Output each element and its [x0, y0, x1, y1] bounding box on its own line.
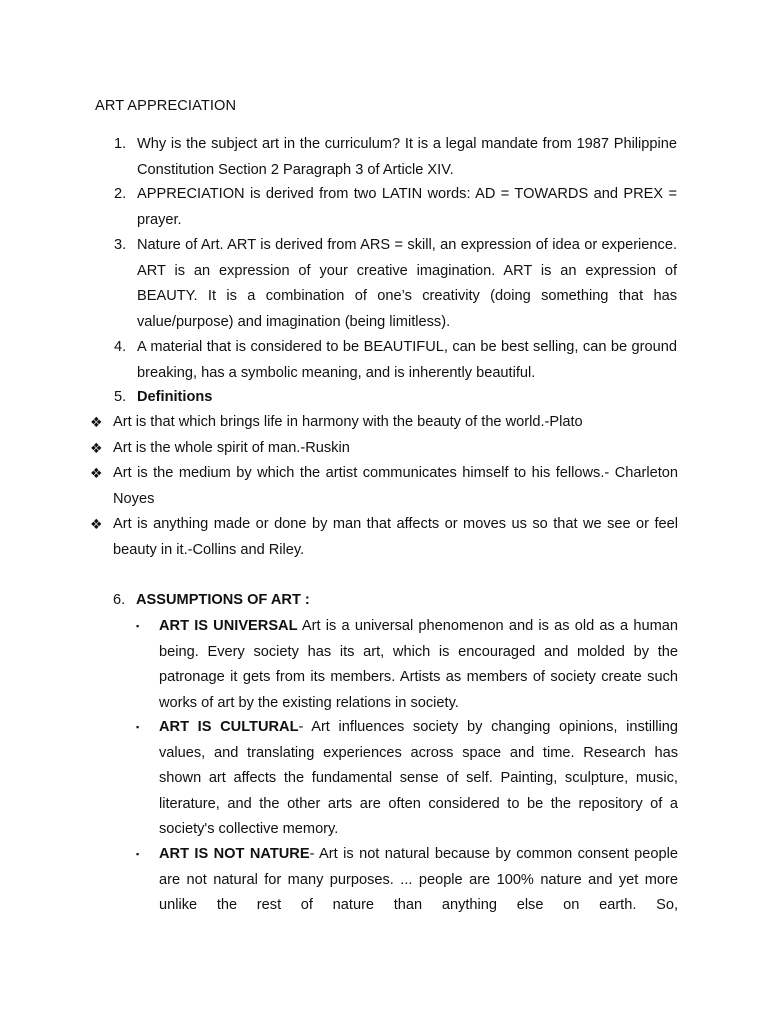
diamond-bullet-icon: ❖ — [90, 516, 103, 532]
assumption-heading: ART IS CULTURAL — [159, 719, 299, 735]
assumption-body: - Art influences society by changing opinions, instilling values, and translating experiences across space and time. Research has shown art affects the fundamental sense of self. Painting, sculpture, music, literature, and the other arts are often considered to be the repository of a society's collective memory. — [159, 719, 678, 837]
assumption-heading: ART IS UNIVERSAL — [159, 618, 298, 634]
square-bullet-icon: ▪ — [136, 621, 140, 631]
assumption-body: - Art is not natural because by common consent people are not natural for many purposes. ... people are 100% nature and yet more unlike the rest of nature than anything else on earth. So, — [159, 846, 678, 913]
assumption-text — [159, 715, 678, 843]
assumption-text — [159, 614, 678, 716]
assumption-text — [159, 842, 678, 919]
document-title: ART APPRECIATION — [95, 98, 237, 114]
definition-text: Art is that which brings life in harmony with the beauty of the world.-Plato — [113, 414, 583, 430]
section-heading: ASSUMPTIONS OF ART : — [136, 592, 310, 608]
assumption-heading: ART IS NOT NATURE — [159, 846, 310, 862]
assumption-body: Art is a universal phenomenon and is as old as a human being. Every society has its art, which is encouraged and molded by the patronage it gets from its members. Artists as members of society create such works of art by the existing relations in society. — [159, 618, 678, 711]
definition-text: Art is anything made or done by man that affects or moves us so that we see or feel beauty in it.-Collins and Riley. — [113, 516, 678, 558]
item-number: 3. — [114, 237, 127, 253]
item-number: 4. — [114, 339, 127, 355]
definitions-heading: Definitions — [137, 389, 213, 405]
diamond-bullet-icon: ❖ — [90, 465, 103, 481]
item-text: A material that is considered to be BEAUTIFUL, can be best selling, can be ground breaking, has a symbolic meaning, and is inherently beautiful. — [137, 339, 677, 381]
diamond-bullet-icon: ❖ — [90, 414, 103, 430]
square-bullet-icon: ▪ — [136, 849, 140, 859]
definition-text: Art is the whole spirit of man.-Ruskin — [113, 440, 350, 456]
diamond-bullet-icon: ❖ — [90, 440, 103, 456]
section-number: 6. — [113, 592, 126, 608]
item-text: Nature of Art. ART is derived from ARS = skill, an expression of idea or experience. ART is an expression of your creative imagination. ART is an expression of BEAUTY. It is a combination of one’s creativity (doing something that has value/purpose) and imagination (being limitless). — [137, 237, 677, 330]
item-text: Why is the subject art in the curriculum? It is a legal mandate from 1987 Philippine Constitution Section 2 Paragraph 3 of Article XIV. — [137, 136, 677, 178]
item-number: 2. — [114, 186, 127, 202]
item-number: 1. — [114, 136, 127, 152]
definition-text: Art is the medium by which the artist communicates himself to his fellows.- Charleton Noyes — [113, 465, 678, 507]
square-bullet-icon: ▪ — [136, 722, 140, 732]
item-number: 5. — [114, 389, 127, 405]
item-text: APPRECIATION is derived from two LATIN words: AD = TOWARDS and PREX = prayer. — [137, 186, 677, 228]
